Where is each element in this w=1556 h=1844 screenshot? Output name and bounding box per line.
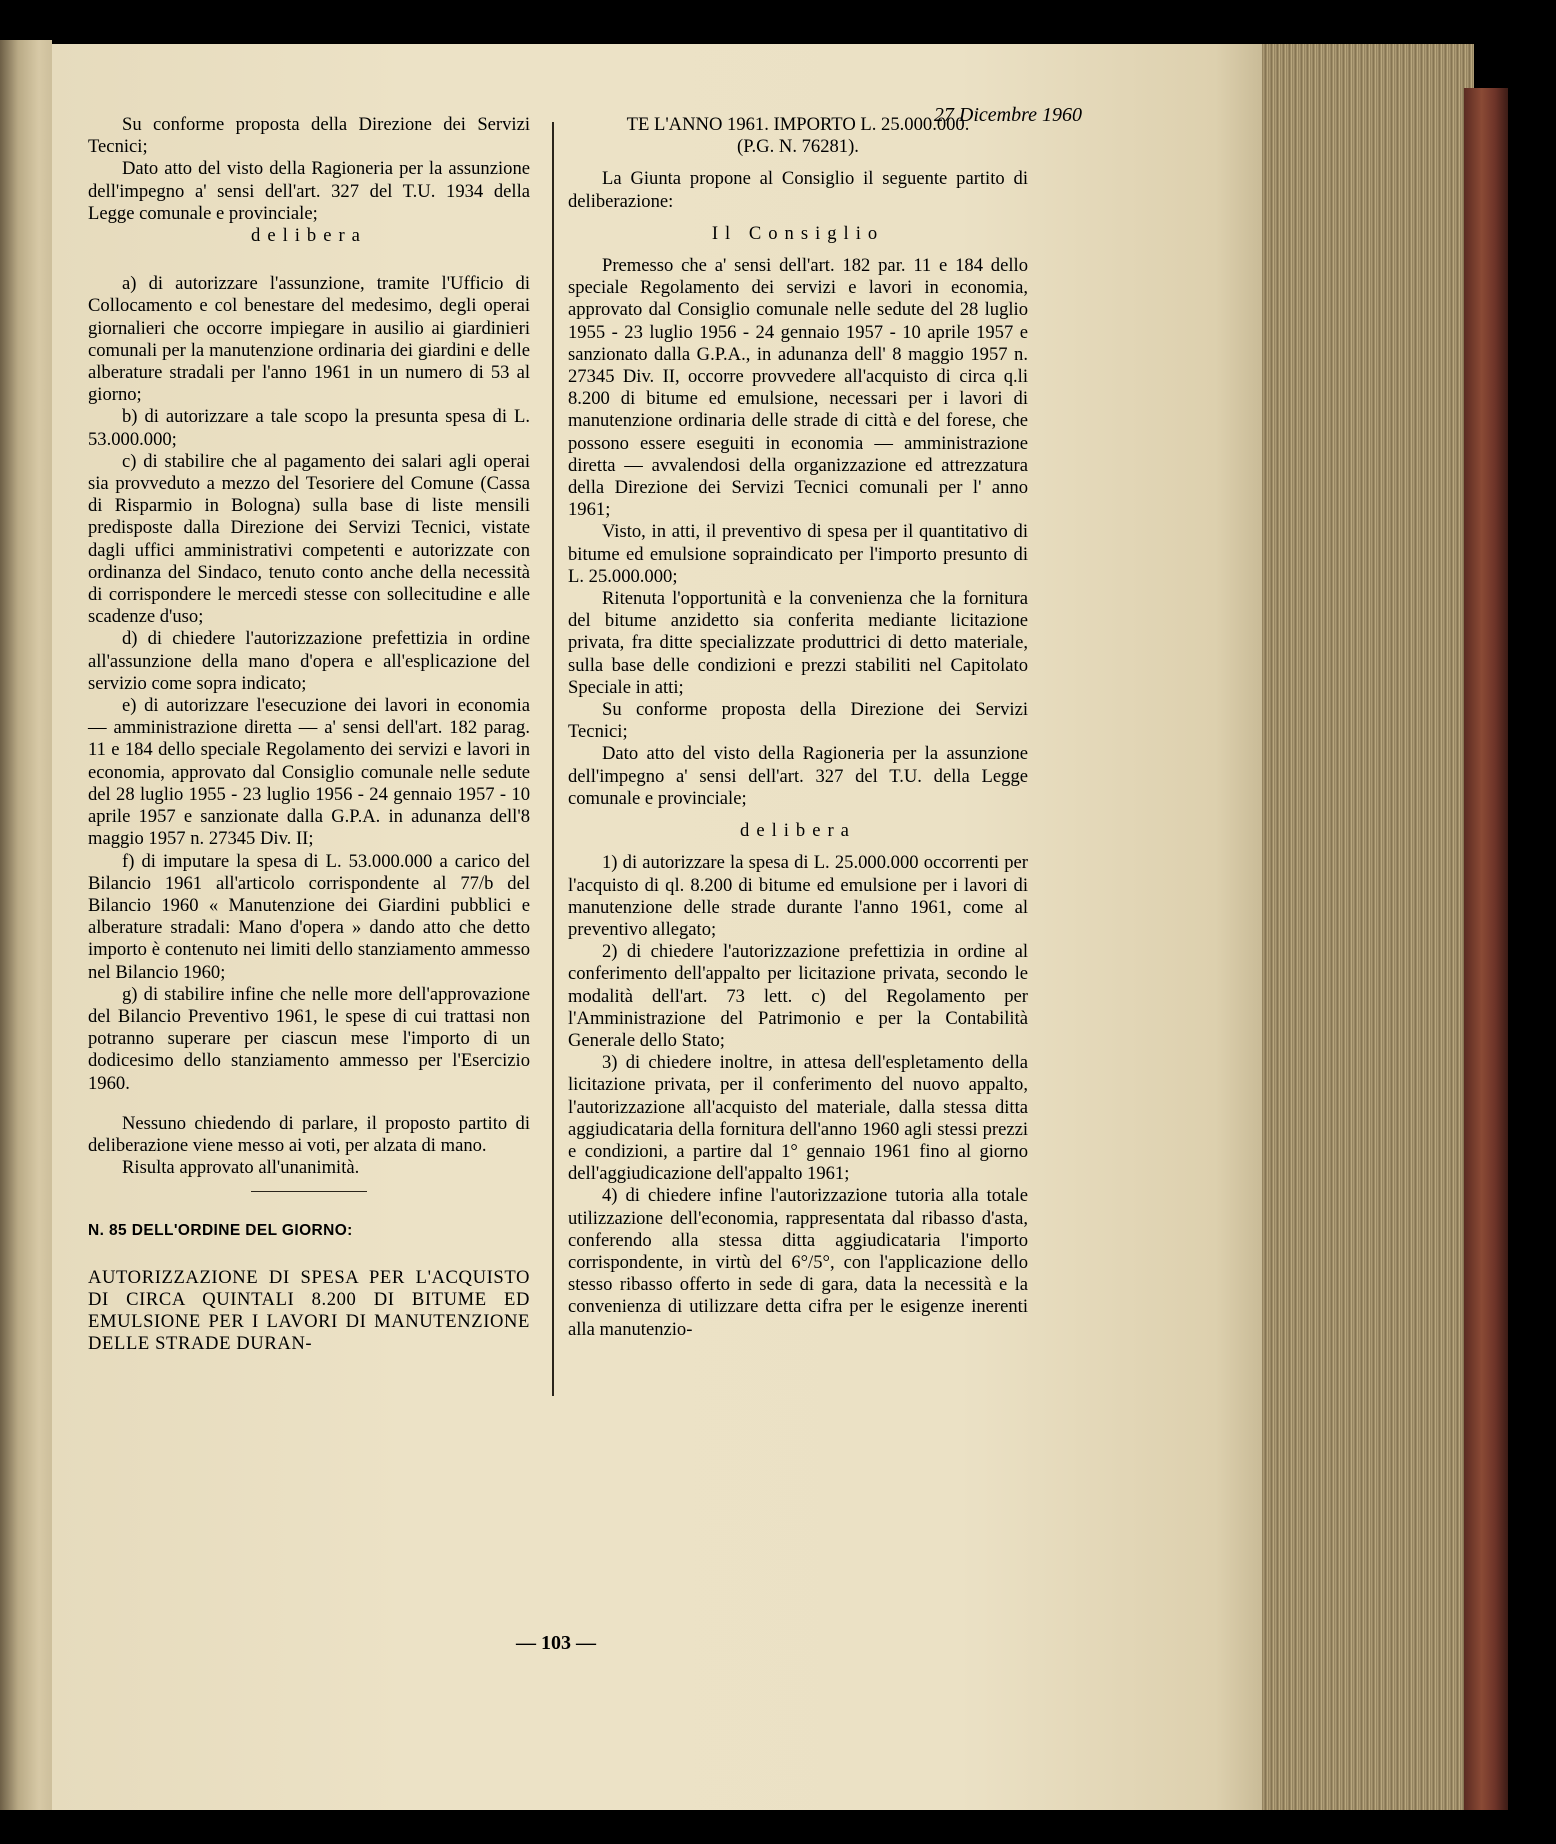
- heading-delibera-right: delibera: [740, 820, 856, 842]
- paragraph-ritenuta: Ritenuta l'opportunità e la convenienza che la fornitura del bitume anzidetto sia conferita mediante licitazione privata, fra ditte specializzate produttrici di detto materiale, sulla base delle condizioni e prezzi stabiliti nel Capitolato Speciale in atti;: [568, 588, 1028, 698]
- paragraph-dato-atto-right: Dato atto del visto della Ragioneria per la assunzione dell'impegno a' sensi dell'art. 327 del T.U. della Legge comunale e provinciale;: [568, 743, 1028, 809]
- heading-consiglio: Il Consiglio: [711, 222, 885, 244]
- previous-page-edge: [0, 40, 52, 1810]
- paragraph-giunta: La Giunta propone al Consiglio il seguente partito di deliberazione:: [568, 168, 1028, 212]
- page-stack-edges: [1262, 44, 1474, 1810]
- item-1: 1) di autorizzare la spesa di L. 25.000.000 occorrenti per l'acquisto di ql. 8.200 di bitume ed emulsione per i lavori di manutenzione delle strade durante l'anno 1961, come al preventivo allegato;: [568, 852, 1028, 940]
- left-column: [88, 114, 530, 1355]
- clause-g: g) di stabilire infine che nelle more dell'approvazione del Bilancio Preventivo 1961, le spese di cui trattasi non potranno superare per ciascun mese l'importo di un dodicesimo dello stanziamento ammesso per l'Esercizio 1960.: [88, 983, 530, 1094]
- page-number: — 103 —: [516, 1632, 596, 1654]
- clause-c: c) di stabilire che al pagamento dei salari agli operai sia provveduto a mezzo del Tesoriere del Comune (Cassa di Risparmio in Bologna) sulla base di liste mensili predisposte dalla Direzione dei Servizi Tecnici, vistate dagli uffici amministrativi competenti e autorizzate con ordinanza del Sindaco, tenuto conto anche della necessità di corrispondere le mercedi stesse con sollecitudine e alle scadenze d'uso;: [88, 450, 530, 628]
- paragraph-visto: Visto, in atti, il preventivo di spesa per il quantitativo di bitume ed emulsione sopraindicato per l'importo presunto di L. 25.000.000;: [568, 521, 1028, 587]
- paragraph-su-conforme: Su conforme proposta della Direzione dei Servizi Tecnici;: [568, 699, 1028, 743]
- item-4: 4) di chiedere infine l'autorizzazione tutoria alla totale utilizzazione dell'economia, rappresentata dal ribasso d'asta, conferendo alla stessa ditta aggiudicataria l'importo corrispondente, in virtù del 6°/5°, con l'applicazione dello stesso ribasso offerto in sede di gara, data la necessità e la convenienza di utilizzare detta cifra per le esigenze inerenti alla manutenzio-: [568, 1185, 1028, 1340]
- clause-b: b) di autorizzare a tale scopo la presunta spesa di L. 53.000.000;: [88, 406, 530, 450]
- paragraph-dato-atto: Dato atto del visto della Ragioneria per la assunzione dell'impegno a' sensi dell'art. 327 del T.U. 1934 della Legge comunale e provinciale;: [88, 158, 530, 224]
- item-2: 2) di chiedere l'autorizzazione prefettizia in ordine al conferimento dell'appalto per licitazione privata, secondo le modalità dell'art. 73 lett. c) del Regolamento per l'Amministrazione del Patrimonio e per la Contabilità Generale dello Stato;: [568, 941, 1028, 1051]
- clause-e: e) di autorizzare l'esecuzione dei lavori in economia — amministrazione diretta — a' sensi dell'art. 182 parag. 11 e 184 dello speciale Regolamento dei servizi e lavori in economia, approvato dal Consiglio comunale nelle sedute del 28 luglio 1955 - 23 luglio 1956 - 24 gennaio 1957 - 10 aprile 1957 e sanzionate dalla G.P.A. in adunanza dell'8 maggio 1957 n. 27345 Div. II;: [88, 695, 530, 850]
- book-spine: [1464, 88, 1508, 1810]
- clause-d: d) di chiedere l'autorizzazione prefettizia in ordine all'assunzione della mano d'opera e all'esplicazione del servizio come sopra indicato;: [88, 628, 530, 694]
- agenda-item-heading: N. 85 DELL'ORDINE DEL GIORNO:: [88, 1222, 353, 1240]
- paragraph-premesso: Premesso che a' sensi dell'art. 182 par. 11 e 184 dello speciale Regolamento dei servizi e lavori in economia, approvato dal Consiglio comunale nelle sedute del 28 luglio 1955 - 23 luglio 1956 - 24 gennaio 1957 - 10 aprile 1957 e sanzionato dalla G.P.A., in adunanza dell' 8 maggio 1957 n. 27345 Div. II, occorre provvedere all'acquisto di circa q.li 8.200 di bitume ed emulsione, necessari per i lavori di manutenzione ordinaria delle strade di città e del forese, che possono essere eseguiti in economia — amministrazione diretta — avvalendosi della organizzazione ed attrezzatura della Direzione dei Servizi Tecnici comunali per l' anno 1961;: [568, 255, 1028, 521]
- paragraph-result: Risulta approvato all'unanimità.: [122, 1157, 360, 1179]
- right-column: [568, 114, 1028, 1341]
- item-3: 3) di chiedere inoltre, in attesa dell'espletamento della licitazione privata, per il conferimento del nuovo appalto, l'autorizzazione all'acquisto del materiale, dalla stessa ditta aggiudicataria della fornitura dell'anno 1960 agli stessi prezzi e condizioni, a partire dal 1° gennaio 1961 fino al giorno dell'aggiudicazione dell'appalto 1961;: [568, 1052, 1028, 1185]
- paragraph-vote: Nessuno chiedendo di parlare, il proposto partito di deliberazione viene messo ai voti, per alzata di mano.: [88, 1112, 530, 1156]
- clause-a: a) di autorizzare l'assunzione, tramite l'Ufficio di Collocamento e col benestare del medesimo, degli operai giornalieri che occorre impiegare in ausilio ai giardinieri comunali per la manutenzione ordinaria dei giardini e delle alberature stradali per l'anno 1961 in un numero di 53 al giorno;: [88, 273, 530, 406]
- heading-delibera: delibera: [251, 225, 367, 247]
- section-divider: [251, 1191, 367, 1192]
- header-date: 27 Dicembre 1960: [933, 104, 1082, 126]
- clause-f: f) di imputare la spesa di L. 53.000.000 a carico del Bilancio 1961 all'articolo corrispondente al 77/b del Bilancio 1960 « Manutenzione dei Giardini pubblici e alberature stradali: Mano d'opera » dando atto che detto importo è contenuto nei limiti dello stanziamento ammesso nel Bilancio 1960;: [88, 850, 530, 983]
- paragraph-proposta: Su conforme proposta della Direzione dei Servizi Tecnici;: [88, 114, 530, 158]
- agenda-title-end: TE L'ANNO 1961. IMPORTO L. 25.000.000.: [626, 114, 970, 135]
- agenda-title: AUTORIZZAZIONE DI SPESA PER L'ACQUISTO DI CIRCA QUINTALI 8.200 DI BITUME ED EMULSIONE PER I LAVORI DI MANUTENZIONE DELLE STRADE DURAN-: [88, 1266, 530, 1355]
- protocol-number: (P.G. N. 76281).: [737, 136, 859, 158]
- column-divider: [552, 122, 554, 1396]
